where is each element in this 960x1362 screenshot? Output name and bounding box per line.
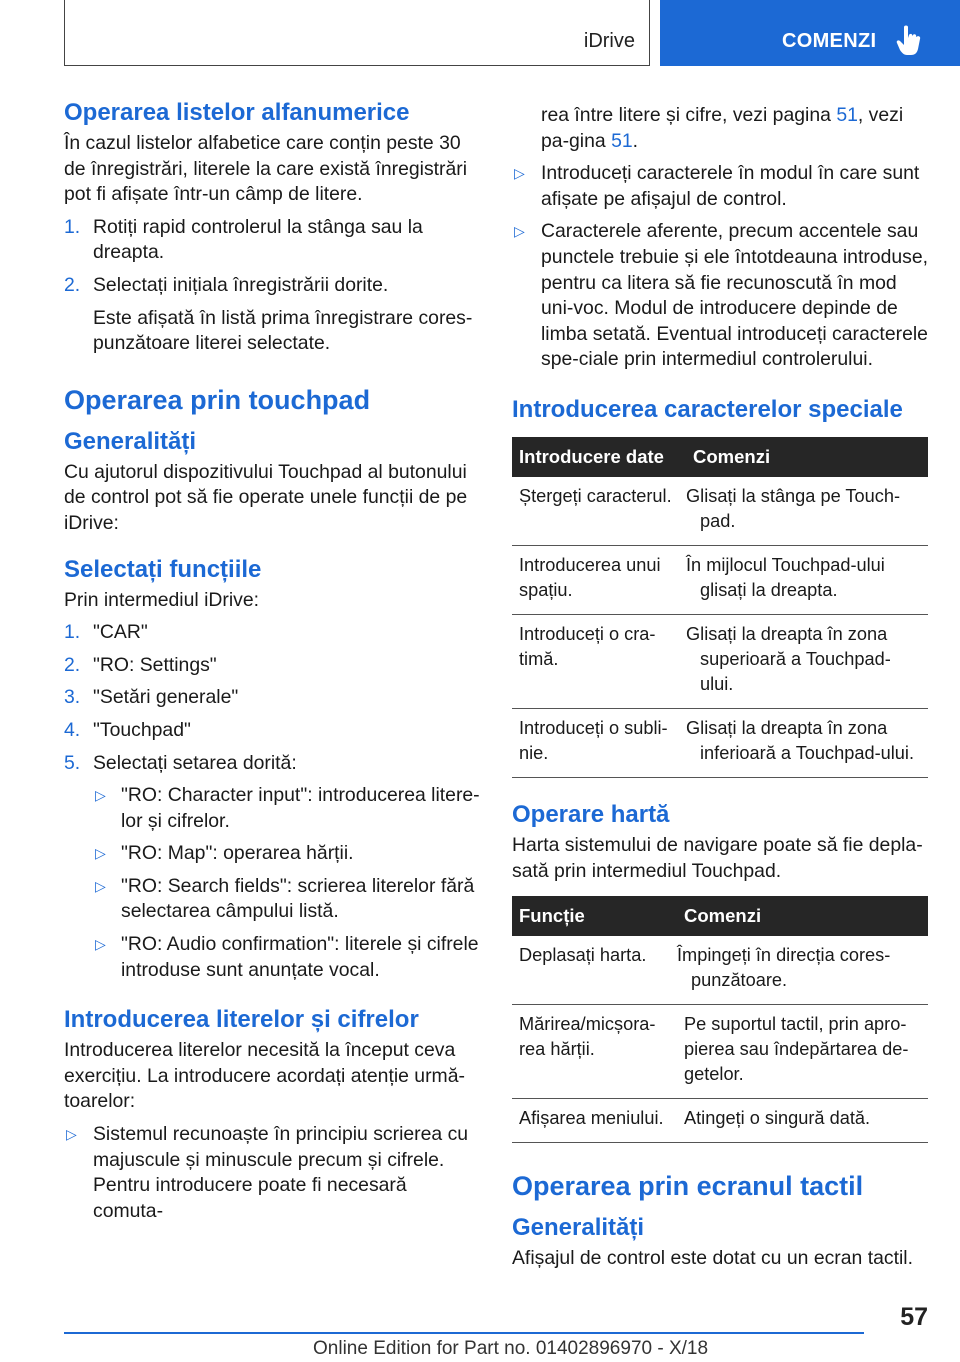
page-number: 57 (900, 1303, 928, 1331)
alnum-text: În cazul listelor alfabetice care conțin peste 30 de înregistrări, literele la care există înregistrări pot fi afișate într-un câmp de litere. (64, 132, 468, 206)
ts-general-heading: Generalități (512, 1214, 645, 1242)
list-item: ▷ "RO: Map": operarea hărții. (93, 841, 480, 867)
header-chapter-tab (660, 0, 960, 66)
general-text: Cu ajutorul dispozitivului Touchpad al butonului de control pot să fie operate unele funcții de pe iDrive: (64, 460, 468, 534)
list-item: ▷ "RO: Search fields": scrierea literelor fără selectarea câmpului listă. (95, 874, 475, 923)
list-item: 2. Selectați inițiala înregistrării dorite. (64, 273, 389, 296)
alnum-steps (64, 215, 480, 299)
table-row: Mărirea/micșora-rea hărții. Pe suportul tactil, prin apro-pierea sau îndepărtarea de-getelor. (512, 1005, 928, 1099)
table-header: Introducere date (512, 437, 686, 477)
list-item: 1. "CAR" (64, 621, 148, 644)
select-options (93, 783, 480, 983)
header-section-label: iDrive (583, 30, 635, 52)
list-item: ▷ Caracterele aferente, precum accentele sau punctele trebuie și ele întotdeauna introduse, pentru ca litera să fie recunoscută în mod uni-voc. Modul de introducere depinde de limba setată. Eventual introduceți caracterele spe-ciale prin intermediul controlerului. (514, 220, 929, 371)
table-row: Introduceți o cra-timă. Glisați la dreapta în zona superioară a Touchpad-ului. (512, 614, 928, 708)
triangle-bullet-icon: ▷ (66, 1126, 77, 1143)
table-row: Ștergeți caracterul. Glisați la stânga pe Touch-pad. (512, 477, 928, 546)
select-heading: Selectați funcțiile (64, 555, 262, 583)
ts-general-text: Afișajul de control este dotat cu un ecran tactil. (512, 1247, 913, 1270)
map-heading: Operare hartă (512, 800, 670, 828)
page-link[interactable]: 51 (611, 129, 633, 152)
page-link[interactable]: 51 (836, 104, 858, 126)
table-row: Introducerea unui spațiu. În mijlocul Touchpad-ului glisați la dreapta. (512, 545, 928, 614)
special-chars-table (512, 437, 928, 778)
input-text: Introducerea literelor necesită la început ceva exercițiu. La introducere acordați atenție urmă-toarelor: (64, 1039, 465, 1113)
table-header-row (512, 437, 928, 477)
list-item: ▷ "RO: Character input": introducerea litere-lor și cifrelor. (95, 784, 480, 832)
table-row: Deplasați harta. Împingeți în direcția cores-punzătoare. (512, 936, 928, 1005)
alnum-heading: Operarea listelor alfanumerice (64, 99, 410, 126)
footer-edition: Online Edition for Part no. 01402896970 - X/18 (313, 1338, 709, 1359)
triangle-bullet-icon: ▷ (95, 845, 106, 862)
list-item: ▷ "RO: Audio confirmation": literele și cifrele introduse sunt anunțate vocal. (95, 933, 479, 981)
list-item: 4. "Touchpad" (64, 718, 191, 741)
list-item: 1. Rotiți rapid controlerul la stânga sau la dreapta. (64, 215, 423, 264)
special-heading: Introducerea caracterelor speciale (512, 395, 903, 423)
list-item: ▷ Introduceți caracterele în modul în care sunt afișate pe afișajul de control. (514, 162, 920, 210)
input-heading: Introducerea literelor și cifrelor (64, 1006, 419, 1034)
left-column (64, 98, 480, 1224)
table-row: Afișarea meniului. Atingeți o singură dată. (512, 1099, 928, 1143)
list-item: 3. "Setări generale" (64, 686, 239, 709)
list-item: 5. Selectați setarea dorită: ▷ "RO: Character input": introducerea litere-lor și cifrelor. ▷ "RO: Map": operarea hărții. ▷ "RO: Search fields": scrierea literelor fără selectarea câmpului listă. ▷ "RO: Audio confirmation": literele și cifrele introduse sunt anunțate vocal. (64, 751, 480, 984)
hand-touch-icon (896, 24, 922, 56)
triangle-bullet-icon: ▷ (95, 787, 106, 804)
continuation-text: rea între litere și cifre, vezi pagina 51, vezi pa-gina 51. (541, 104, 904, 152)
alnum-note: Este afișată în listă prima înregistrare cores-punzătoare literei selectate. (93, 306, 473, 355)
touchscreen-heading: Operarea prin ecranul tactil (512, 1171, 864, 1202)
select-steps (64, 620, 480, 983)
select-intro: Prin intermediul iDrive: (64, 588, 260, 611)
list-item: 2. "RO: Settings" (64, 653, 217, 676)
table-header-row (512, 896, 928, 936)
triangle-bullet-icon: ▷ (514, 223, 525, 240)
map-text: Harta sistemului de navigare poate să fie depla-sată prin intermediul Touchpad. (512, 833, 923, 882)
touchpad-heading: Operarea prin touchpad (64, 384, 371, 415)
triangle-bullet-icon: ▷ (95, 936, 106, 953)
triangle-bullet-icon: ▷ (95, 877, 106, 894)
input-bullets-cont (512, 161, 928, 373)
general-heading: Generalități (64, 427, 197, 455)
right-column (512, 98, 928, 1272)
table-row: Introduceți o subli-nie. Glisați la dreapta în zona inferioară a Touchpad-ului. (512, 708, 928, 777)
triangle-bullet-icon: ▷ (514, 165, 525, 182)
table-header: Funcție (512, 896, 677, 936)
footer-divider (64, 1332, 864, 1334)
table-header: Comenzi (686, 437, 928, 477)
map-table (512, 896, 928, 1143)
header-chapter-label: COMENZI (782, 30, 877, 52)
header-section-box (64, 0, 650, 66)
list-item: ▷ Sistemul recunoaște în principiu scrierea cu majuscule și minuscule precum și cifrele. Pentru introducere poate fi necesară comuta- (66, 1123, 469, 1222)
input-bullets (64, 1122, 480, 1224)
table-header: Comenzi (677, 896, 928, 936)
